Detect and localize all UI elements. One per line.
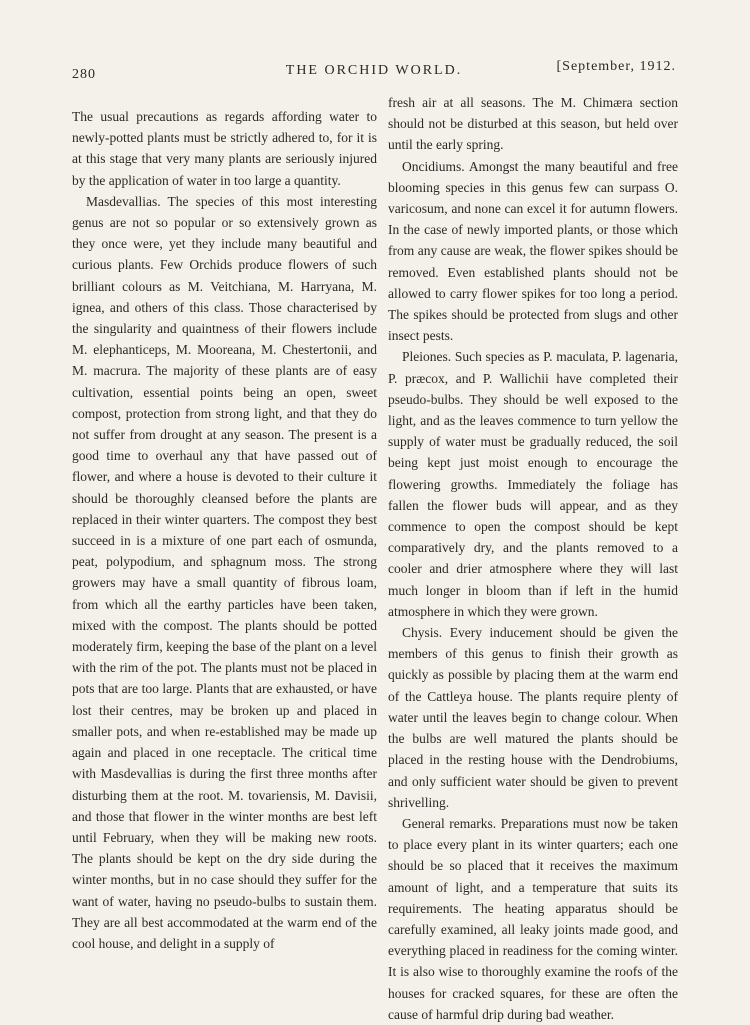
running-header	[72, 55, 676, 82]
paragraph-masdevallias: Masdevallias. The species of this most interesting genus are not so popular or so extensively grown as they once were, yet they include many beautiful and curious plants. Few Orchids produce flowers of such brilliant colours as M. Veitchiana, M. Harryana, M. ignea, and others of this class. Those characterised by the singularity and quaintness of their flowers include M. elephanticeps, M. Mooreana, M. Chestertonii, and M. macrura. The majority of these plants are of easy cultivation, essential points being an open, sweet compost, protection from strong light, and that they do not suffer from drought at any season. The present is a good time to overhaul any that have passed out of flower, and where a house is devoted to their culture it should be thoroughly cleansed before the plants are replaced in their winter quarters. The compost they best succeed in is a mixture of one part each of osmunda, peat, polypodium, and sphagnum moss. The strong growers may have a small quantity of fibrous loam, from which all the earthy particles have been taken, mixed with the compost. The plants should be potted moderately firm, keeping the base of the plant on a level with the rim of the pot. The plants must not be placed in pots that are too large. Plants that are exhausted, or have lost their centres, may be broken up and placed in smaller pots, and when re-established may be made up again and placed in one receptacle. The critical time with Masdevallias is during the first three months after disturbing them at the root. M. tovariensis, M. Davisii, and those that flower in the winter months are best left until February, when they will be making new roots. The plants should be kept on the dry side during the winter months, but in no case should they suffer for the want of water, having no pseudo-bulbs to sustain them. They are all best accommodated at the warm end of the cool house, and delight in a supply of	[72, 193, 377, 951]
page-number: 280	[72, 67, 96, 82]
paragraph-continuation: fresh air at all seasons. The M. Chimæra section should not be disturbed at this season, but held over until the early spring.	[388, 95, 678, 153]
right-column	[388, 92, 678, 1025]
paragraph-watering: The usual precautions as regards affording water to newly-potted plants must be strictly adhered to, for it is at this stage that very many plants are seriously injured by the application of water in too large a quantity.	[72, 109, 377, 188]
journal-title: THE ORCHID WORLD.	[285, 63, 463, 78]
paragraph-pleiones: Pleiones. Such species as P. maculata, P. lagenaria, P. præcox, and P. Wallichii have completed their pseudo-bulbs. They should be well exposed to the light, and as the leaves commence to turn yellow the supply of water must be gradually reduced, the soil being kept just moist enough to encourage the flowering growths. Immediately the foliage has fallen the flower buds will appear, and as they commence to open the compost should be kept comparatively dry, and the plants removed to a cooler and drier atmosphere where they will last much longer in bloom than if left in the humid atmosphere in which they were grown.	[388, 349, 678, 619]
paragraph-chysis: Chysis. Every inducement should be given the members of this genus to finish their growth as quickly as possible by placing them at the warm end of the Cattleya house. The plants require plenty of water until the leaves begin to change colour. When the bulbs are well matured the plants should be placed in the resting house with the Dendrobiums, and only sufficient water should be given to prevent shrivelling.	[388, 625, 678, 810]
paragraph-general-remarks: General remarks. Preparations must now be taken to place every plant in its winter quarters; each one should be so placed that it receives the maximum amount of light, and a temperature that suits its requirements. The heating apparatus should be carefully examined, all leaky joints made good, and everything placed in readiness for the coming winter. It is also wise to thoroughly examine the roofs of the houses for cracked squares, for these are often the cause of harmful drip during bad weather.	[388, 815, 678, 1022]
left-column	[72, 106, 377, 954]
issue-date: [September, 1912.	[556, 59, 676, 74]
paragraph-oncidiums: Oncidiums. Amongst the many beautiful and free blooming species in this genus few can surpass O. varicosum, and none can excel it for autumn flowers. In the case of newly imported plants, or those which from any cause are weak, the flower spikes should be removed. Even established plants should not be allowed to carry flower spikes for too long a period. The spikes should be protected from slugs and other insect pests.	[388, 158, 678, 344]
